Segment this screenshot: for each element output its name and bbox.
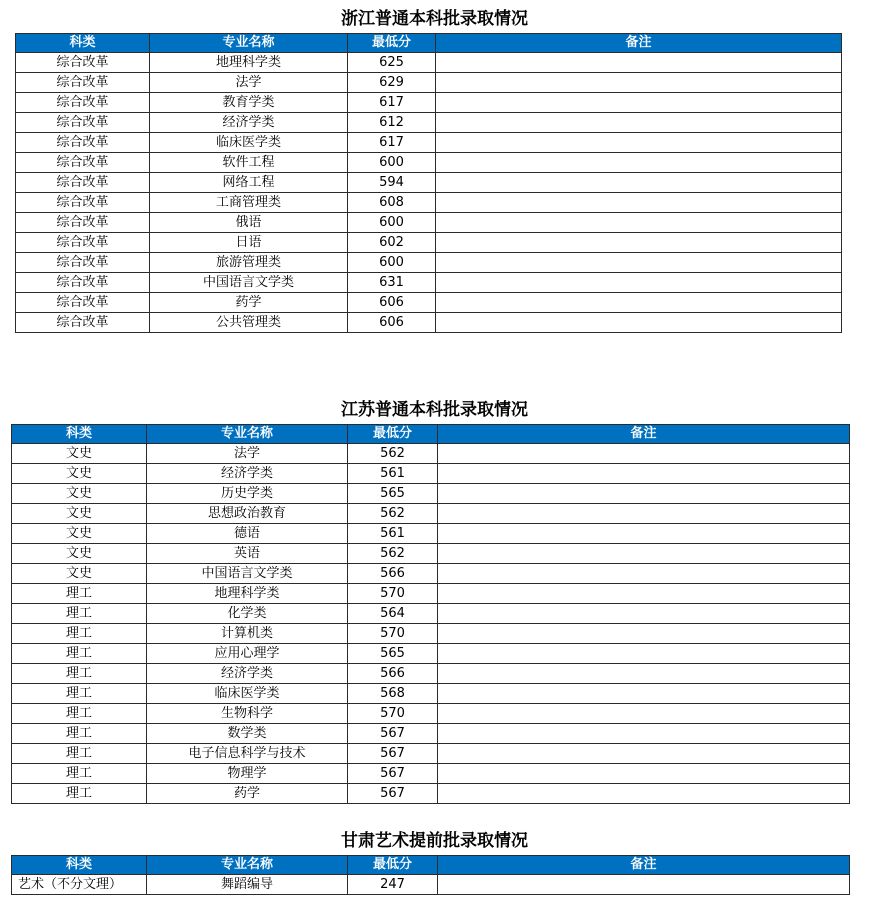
cell-major: 临床医学类 <box>150 133 348 153</box>
cell-major: 软件工程 <box>150 153 348 173</box>
cell-major: 生物科学 <box>147 704 348 724</box>
cell-note <box>438 744 850 764</box>
table-row <box>16 113 842 133</box>
cell-note <box>438 484 850 504</box>
cell-min-score: 564 <box>348 604 438 624</box>
cell-category: 理工 <box>12 664 147 684</box>
cell-note <box>438 464 850 484</box>
table-row <box>12 444 850 464</box>
cell-category: 理工 <box>12 624 147 644</box>
cell-min-score: 606 <box>348 293 436 313</box>
table-row <box>12 875 850 895</box>
header-category: 科类 <box>16 34 150 53</box>
cell-note <box>438 704 850 724</box>
cell-note <box>436 113 842 133</box>
cell-category: 综合改革 <box>16 133 150 153</box>
table-row <box>16 213 842 233</box>
cell-category: 综合改革 <box>16 233 150 253</box>
cell-note <box>438 784 850 804</box>
cell-major: 俄语 <box>150 213 348 233</box>
cell-min-score: 629 <box>348 73 436 93</box>
cell-major: 经济学类 <box>147 464 348 484</box>
cell-min-score: 567 <box>348 764 438 784</box>
table-row <box>16 73 842 93</box>
cell-category: 理工 <box>12 584 147 604</box>
cell-major: 法学 <box>147 444 348 464</box>
cell-min-score: 602 <box>348 233 436 253</box>
header-min-score: 最低分 <box>348 34 436 53</box>
table-row <box>12 524 850 544</box>
cell-note <box>438 624 850 644</box>
cell-category: 理工 <box>12 744 147 764</box>
table-row <box>12 704 850 724</box>
table-row <box>16 273 842 293</box>
cell-note <box>436 233 842 253</box>
cell-major: 应用心理学 <box>147 644 348 664</box>
cell-major: 化学类 <box>147 604 348 624</box>
table-row <box>12 564 850 584</box>
cell-major: 日语 <box>150 233 348 253</box>
table-header-row <box>16 34 842 53</box>
cell-min-score: 570 <box>348 704 438 724</box>
cell-min-score: 606 <box>348 313 436 333</box>
cell-category: 文史 <box>12 484 147 504</box>
cell-min-score: 570 <box>348 624 438 644</box>
cell-min-score: 608 <box>348 193 436 213</box>
cell-category: 综合改革 <box>16 273 150 293</box>
cell-note <box>436 273 842 293</box>
cell-category: 文史 <box>12 444 147 464</box>
cell-min-score: 600 <box>348 213 436 233</box>
cell-category: 综合改革 <box>16 73 150 93</box>
table-row <box>12 584 850 604</box>
table-row <box>16 93 842 113</box>
cell-min-score: 617 <box>348 93 436 113</box>
table-row <box>12 484 850 504</box>
header-category: 科类 <box>12 856 147 875</box>
cell-major: 经济学类 <box>147 664 348 684</box>
cell-min-score: 617 <box>348 133 436 153</box>
cell-category: 理工 <box>12 644 147 664</box>
cell-major: 数学类 <box>147 724 348 744</box>
cell-major: 旅游管理类 <box>150 253 348 273</box>
cell-category: 综合改革 <box>16 193 150 213</box>
cell-note <box>438 684 850 704</box>
cell-note <box>436 73 842 93</box>
table-row <box>12 784 850 804</box>
cell-major: 中国语言文学类 <box>147 564 348 584</box>
header-major: 专业名称 <box>147 425 348 444</box>
table-row <box>16 153 842 173</box>
table-row <box>16 293 842 313</box>
cell-min-score: 568 <box>348 684 438 704</box>
cell-major: 药学 <box>147 784 348 804</box>
cell-note <box>438 444 850 464</box>
cell-note <box>438 544 850 564</box>
cell-min-score: 567 <box>348 744 438 764</box>
cell-min-score: 562 <box>348 444 438 464</box>
cell-category: 综合改革 <box>16 153 150 173</box>
cell-category: 理工 <box>12 604 147 624</box>
table-row <box>16 173 842 193</box>
cell-note <box>436 313 842 333</box>
cell-min-score: 561 <box>348 464 438 484</box>
cell-note <box>438 564 850 584</box>
cell-category: 理工 <box>12 724 147 744</box>
cell-note <box>438 584 850 604</box>
header-major: 专业名称 <box>147 856 348 875</box>
table-row <box>16 193 842 213</box>
cell-note <box>438 875 850 895</box>
cell-min-score: 612 <box>348 113 436 133</box>
cell-category: 艺术（不分文理） <box>12 875 147 895</box>
cell-major: 计算机类 <box>147 624 348 644</box>
cell-major: 舞蹈编导 <box>147 875 348 895</box>
cell-note <box>438 764 850 784</box>
cell-note <box>438 604 850 624</box>
table-row <box>16 313 842 333</box>
cell-category: 综合改革 <box>16 313 150 333</box>
table-row <box>16 233 842 253</box>
cell-major: 电子信息科学与技术 <box>147 744 348 764</box>
cell-major: 中国语言文学类 <box>150 273 348 293</box>
cell-category: 文史 <box>12 464 147 484</box>
cell-note <box>436 253 842 273</box>
table-title-zhejiang: 浙江普通本科批录取情况 <box>341 9 528 29</box>
cell-min-score: 565 <box>348 484 438 504</box>
cell-major: 地理科学类 <box>150 53 348 73</box>
cell-note <box>436 93 842 113</box>
table-row <box>12 504 850 524</box>
header-note: 备注 <box>438 856 850 875</box>
header-major: 专业名称 <box>150 34 348 53</box>
cell-major: 法学 <box>150 73 348 93</box>
cell-note <box>438 644 850 664</box>
cell-category: 文史 <box>12 544 147 564</box>
cell-note <box>436 193 842 213</box>
cell-major: 药学 <box>150 293 348 313</box>
table-row <box>12 624 850 644</box>
cell-category: 综合改革 <box>16 93 150 113</box>
cell-major: 临床医学类 <box>147 684 348 704</box>
cell-major: 德语 <box>147 524 348 544</box>
cell-category: 理工 <box>12 684 147 704</box>
cell-note <box>438 664 850 684</box>
cell-note <box>436 133 842 153</box>
table-row <box>12 604 850 624</box>
cell-min-score: 562 <box>348 504 438 524</box>
cell-min-score: 567 <box>348 724 438 744</box>
table-gansu <box>11 855 850 895</box>
table-row <box>12 684 850 704</box>
table-title-jiangsu: 江苏普通本科批录取情况 <box>341 400 528 420</box>
cell-major: 教育学类 <box>150 93 348 113</box>
cell-min-score: 247 <box>348 875 438 895</box>
table-row <box>12 744 850 764</box>
table-header-row <box>12 425 850 444</box>
cell-category: 综合改革 <box>16 53 150 73</box>
cell-major: 网络工程 <box>150 173 348 193</box>
cell-category: 综合改革 <box>16 293 150 313</box>
header-category: 科类 <box>12 425 147 444</box>
cell-note <box>438 524 850 544</box>
table-header-row <box>12 856 850 875</box>
cell-major: 工商管理类 <box>150 193 348 213</box>
table-row <box>12 464 850 484</box>
table-row <box>12 544 850 564</box>
cell-note <box>436 173 842 193</box>
cell-major: 地理科学类 <box>147 584 348 604</box>
cell-min-score: 594 <box>348 173 436 193</box>
cell-category: 综合改革 <box>16 253 150 273</box>
header-note: 备注 <box>436 34 842 53</box>
cell-note <box>436 293 842 313</box>
table-row <box>16 53 842 73</box>
cell-min-score: 565 <box>348 644 438 664</box>
header-min-score: 最低分 <box>348 425 438 444</box>
table-row <box>12 724 850 744</box>
table-zhejiang <box>15 33 842 333</box>
cell-major: 经济学类 <box>150 113 348 133</box>
cell-min-score: 600 <box>348 253 436 273</box>
cell-note <box>438 724 850 744</box>
cell-note <box>436 53 842 73</box>
cell-min-score: 566 <box>348 664 438 684</box>
table-jiangsu <box>11 424 850 804</box>
cell-major: 物理学 <box>147 764 348 784</box>
cell-min-score: 566 <box>348 564 438 584</box>
header-note: 备注 <box>438 425 850 444</box>
table-row <box>16 133 842 153</box>
cell-category: 文史 <box>12 504 147 524</box>
table-title-gansu: 甘肃艺术提前批录取情况 <box>341 831 528 851</box>
cell-category: 理工 <box>12 784 147 804</box>
cell-major: 英语 <box>147 544 348 564</box>
cell-note <box>436 153 842 173</box>
cell-category: 综合改革 <box>16 113 150 133</box>
cell-min-score: 570 <box>348 584 438 604</box>
cell-min-score: 631 <box>348 273 436 293</box>
cell-category: 理工 <box>12 704 147 724</box>
cell-category: 文史 <box>12 524 147 544</box>
cell-major: 思想政治教育 <box>147 504 348 524</box>
cell-category: 综合改革 <box>16 213 150 233</box>
header-min-score: 最低分 <box>348 856 438 875</box>
cell-min-score: 600 <box>348 153 436 173</box>
table-row <box>12 764 850 784</box>
cell-min-score: 561 <box>348 524 438 544</box>
cell-min-score: 625 <box>348 53 436 73</box>
table-row <box>12 644 850 664</box>
table-row <box>16 253 842 273</box>
cell-min-score: 562 <box>348 544 438 564</box>
cell-min-score: 567 <box>348 784 438 804</box>
cell-major: 历史学类 <box>147 484 348 504</box>
cell-note <box>436 213 842 233</box>
cell-major: 公共管理类 <box>150 313 348 333</box>
table-row <box>12 664 850 684</box>
cell-note <box>438 504 850 524</box>
cell-category: 理工 <box>12 764 147 784</box>
cell-category: 综合改革 <box>16 173 150 193</box>
cell-category: 文史 <box>12 564 147 584</box>
